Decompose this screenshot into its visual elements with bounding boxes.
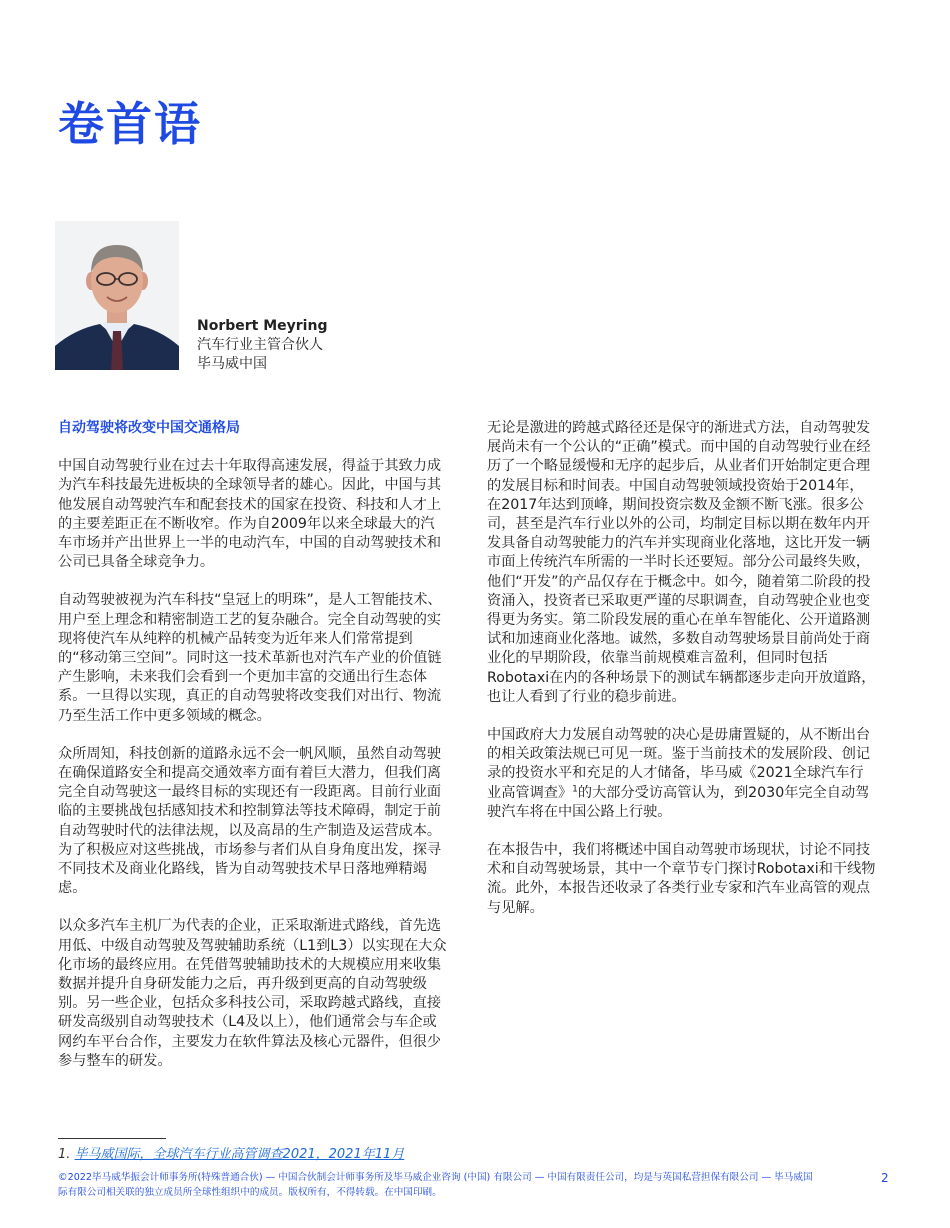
copyright-notice: ©2022毕马威华振会计师事务所(特殊普通合伙) — 中国合伙制会计师事务所及毕马威企业咨询 (中国) 有限公司 — 中国有限责任公司，均是与英国私营担保有限公司 — 毕马威国际有限公司相关联的独立成员所全球性组织中的成员。版权所有，不得转载。在中国印刷。 — [58, 1172, 813, 1198]
footnote-link[interactable]: 毕马威国际，全球汽车行业高管调查2021，2021年11月 — [74, 1147, 405, 1162]
policy-text-after: 的大部分受访高管认为，到2030年完全自动驾驶汽车将在中国公路上行驶。 — [487, 784, 870, 820]
policy-text-before: 中国政府大力发展自动驾驶的决心是毋庸置疑的，从不断出台的相关政策法规已可见一斑。鉴于当前技术的发展阶段、创记录的投资水平和充足的人才储备，毕马威《2021全球汽车行业高管调查》 — [487, 727, 871, 801]
portrait-image — [55, 221, 179, 370]
author-role: 汽车行业主管合伙人 — [197, 337, 323, 353]
paragraph: 中国自动驾驶行业在过去十年取得高速发展，得益于其致力成为汽车科技最先进板块的全球领导者的雄心。因此，中国与其他发展自动驾驶汽车和配套技术的国家在投资、科技和人才上的主要差距正在不断收窄。作为自2009年以来全球最大的汽车市场并产出世界上一半的电动汽车，中国的自动驾驶技术和公司已具备全球竞争力。 — [58, 458, 442, 571]
footnote-divider — [58, 1138, 166, 1139]
paragraph: 自动驾驶被视为汽车科技“皇冠上的明珠”，是人工智能技术、用户至上理念和精密制造工艺的复杂融合。完全自动驾驶的实现将使汽车从纯粹的机械产品转变为近年来人们常常提到的“移动第三空间”。同时这一技术革新也对汽车产业的价值链产生影响，未来我们会看到一个更加丰富的交通出行生态体系。一旦得以实现，真正的自动驾驶将改变我们对出行、物流乃至生活工作中更多领域的概念。 — [58, 592, 442, 724]
author-name: Norbert Meyring — [197, 318, 328, 334]
paragraph: 在本报告中，我们将概述中国自动驾驶市场现状，讨论不同技术和自动驾驶场景，其中一个章节专门探讨Robotaxi和干线物流。此外，本报告还收录了各类行业专家和汽车业高管的观点与见解。 — [487, 842, 876, 916]
right-column — [487, 419, 877, 937]
author-org: 毕马威中国 — [197, 356, 267, 372]
paragraph: 众所周知，科技创新的道路永远不会一帆风顺，虽然自动驾驶在确保道路安全和提高交通效率方面有着巨大潜力，但我们离完全自动驾驶这一最终目标的实现还有一段距离。目前行业面临的主要挑战包括感知技术和控制算法等技术障碍，制定于前自动驾驶时代的法律法规，以及高昂的生产制造及运营成本。为了积极应对这些挑战，市场参与者们从自身角度出发，探寻不同技术及商业化路线，皆为自动驾驶技术早日落地殚精竭虑。 — [58, 745, 442, 897]
footnote — [58, 1143, 404, 1162]
policy-paragraph — [487, 726, 877, 822]
author-info — [197, 317, 327, 374]
paragraph: 以众多汽车主机厂为代表的企业，正采取渐进式路线，首先选用低、中级自动驾驶及驾驶辅助系统（L1到L3）以实现在大众化市场的最终应用。在凭借驾驶辅助技术的大规模应用来收集数据并提升自身研发能力之后，再升级到更高的自动驾驶级别。另一些企业，包括众多科技公司，采取跨越式路线，直接研发高级别自动驾驶技术（L4及以上），他们通常会与车企或网约车平台合作，主要发力在软件算法及核心元器件，但很少参与整车的研发。 — [58, 918, 447, 1069]
author-portrait — [55, 221, 179, 370]
page-number: 2 — [881, 1171, 889, 1185]
footnote-ref[interactable]: 1 — [572, 783, 578, 794]
section-heading: 自动驾驶将改变中国交通格局 — [58, 420, 240, 436]
left-column — [58, 419, 448, 1090]
footnote-number: 1. — [58, 1147, 71, 1162]
paragraph: 无论是激进的跨越式路径还是保守的渐进式方法，自动驾驶发展尚未有一个公认的“正确”模式。而中国的自动驾驶行业在经历了一个略显缓慢和无序的起步后，从业者们开始制定更合理的发展目标和时间表。中国自动驾驶领域投资始于2014年，在2017年达到顶峰，期间投资宗数及金额不断飞涨。很多公司，甚至是汽车行业以外的公司，均制定目标以期在数年内开发具备自动驾驶能力的汽车并实现商业化落地，这比开发一辆市面上传统汽车所需的一半时长还要短。部分公司最终失败，他们“开发”的产品仅存在于概念中。如今，随着第二阶段的投资涌入，投资者已采取更严谨的尽职调查，自动驾驶企业也变得更为务实。第二阶段发展的重心在单车智能化、公开道路测试和加速商业化落地。诚然，多数自动驾驶场景目前尚处于商业化的早期阶段，依靠当前规模难言盈利，但同时包括Robotaxi在内的各种场景下的测试车辆都逐步走向开放道路，也让人看到了行业的稳步前进。 — [487, 420, 876, 705]
page-title: 卷首语 — [58, 97, 202, 151]
